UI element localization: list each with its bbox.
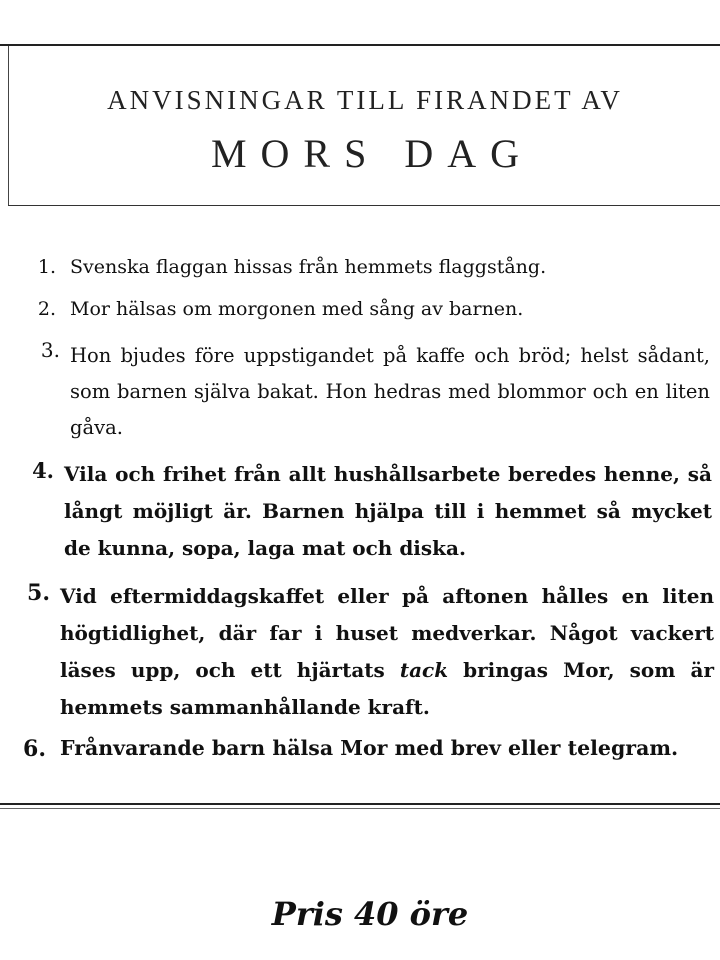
list-item	[0, 334, 720, 450]
list-item	[0, 292, 720, 334]
item-text: Svenska flaggan hissas från hemmets flaggstång.	[70, 256, 547, 278]
item-text: Vila och frihet från allt hushållsarbete beredes henne, så långt möjligt är. Barnen hjälpa till i hemmet så mycket de kunna, sopa, laga mat och diska.	[64, 462, 712, 560]
list-item	[0, 572, 720, 732]
header-box-left-rule	[8, 46, 9, 206]
price-label: Pris 40 öre	[271, 895, 469, 933]
item-number: 6.	[23, 736, 46, 762]
item-text-part: bringas Mor, som är hemmets sammanhållande kraft.	[60, 658, 714, 719]
bottom-rule-thin	[0, 808, 720, 809]
item-text: Frånvarande barn hälsa Mor med brev eller telegram.	[60, 736, 679, 760]
header-main-title: MORS DAG	[210, 131, 534, 176]
item-text: Hon bjudes före uppstigandet på kaffe och bröd; helst sådant, som barnen själva bakat. Hon hedras med blommor och en liten gåva.	[70, 344, 710, 439]
header	[10, 80, 720, 182]
bottom-rule	[0, 803, 720, 805]
header-title: ANVISNINGAR TILL FIRANDET AV	[107, 85, 623, 115]
item-number: 2.	[37, 298, 56, 320]
item-number: 1.	[37, 256, 56, 278]
item-text	[60, 578, 714, 726]
top-rule	[0, 44, 720, 46]
item-text-part: Vid eftermiddagskaffet eller på aftonen hålles en liten högtidlighet, där far i huset medverkar. Något vackert läses upp, och ett hjärtats	[60, 584, 714, 682]
item-number: 5.	[27, 580, 50, 606]
item-text-emphasis: tack	[399, 658, 449, 682]
list-item	[0, 250, 720, 292]
instruction-list	[0, 250, 720, 782]
item-number: 4.	[32, 458, 54, 483]
list-item	[0, 450, 720, 572]
list-item	[0, 732, 720, 782]
header-divider	[8, 205, 720, 206]
item-text: Mor hälsas om morgonen med sång av barnen.	[70, 298, 524, 320]
item-number: 3.	[40, 338, 60, 362]
